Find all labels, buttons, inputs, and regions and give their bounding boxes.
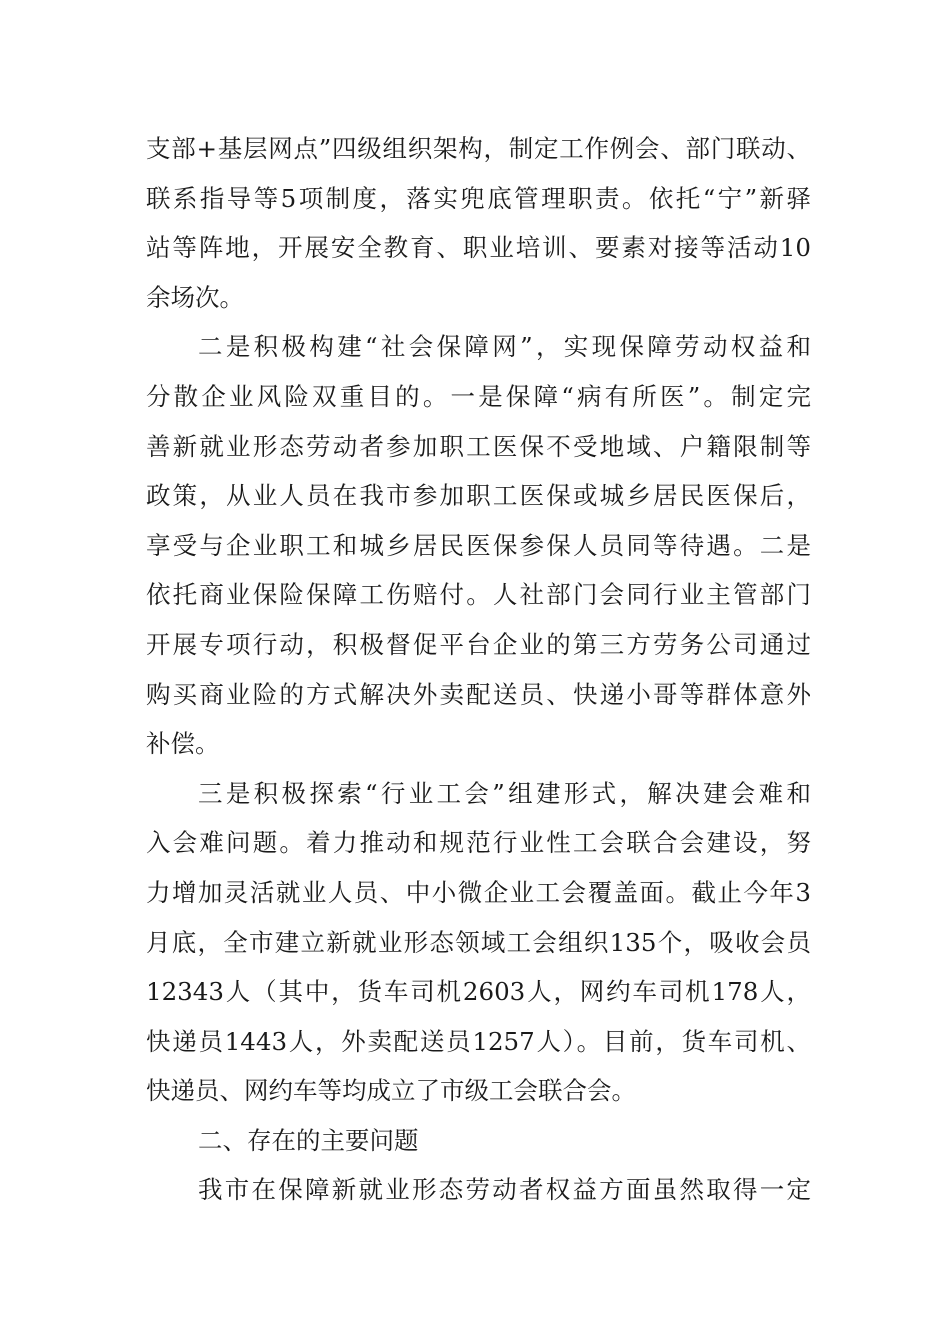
document-body	[146, 124, 811, 1215]
text-line-5: 二是积极构建“社会保障网”，实现保障劳动权益和	[198, 332, 811, 362]
text-line-17: 月底，全市建立新就业形态领域工会组织135个，吸收会员	[146, 927, 811, 957]
text-line-11: 开展专项行动，积极督促平台企业的第三方劳务公司通过	[146, 629, 811, 659]
text-line-3: 站等阵地，开展安全教育、职业培训、要素对接等活动10	[146, 233, 811, 263]
text-line-13: 补偿。	[146, 729, 220, 759]
text-line-15: 入会难问题。着力推动和规范行业性工会联合会建设，努	[146, 828, 811, 858]
text-line-2: 联系指导等5项制度，落实兜底管理职责。依托“宁”新驿	[146, 183, 811, 213]
text-line-20: 快递员、网约车等均成立了市级工会联合会。	[146, 1076, 636, 1106]
text-line-14: 三是积极探索“行业工会”组建形式，解决建会难和	[198, 778, 811, 808]
text-line-12: 购买商业险的方式解决外卖配送员、快递小哥等群体意外	[146, 679, 811, 709]
text-line-16: 力增加灵活就业人员、中小微企业工会覆盖面。截止今年3	[146, 877, 811, 907]
text-line-19: 快递员1443人，外卖配送员1257人）。目前，货车司机、	[146, 1026, 811, 1056]
text-line-6: 分散企业风险双重目的。一是保障“病有所医”。制定完	[146, 381, 811, 411]
section-heading: 二、存在的主要问题	[198, 1125, 419, 1155]
text-line-1: 支部+基层网点”四级组织架构，制定工作例会、部门联动、	[146, 134, 811, 163]
text-line-4: 余场次。	[146, 282, 244, 312]
text-line-18: 12343人（其中，货车司机2603人，网约车司机178人，	[146, 977, 811, 1007]
text-line-8: 政策，从业人员在我市参加职工医保或城乡居民医保后，	[146, 481, 811, 511]
text-line-10: 依托商业保险保障工伤赔付。人社部门会同行业主管部门	[146, 580, 811, 610]
text-line-22: 我市在保障新就业形态劳动者权益方面虽然取得一定	[198, 1175, 811, 1205]
text-line-9: 享受与企业职工和城乡居民医保参保人员同等待遇。二是	[146, 530, 811, 560]
text-line-7: 善新就业形态劳动者参加职工医保不受地域、户籍限制等	[146, 431, 811, 461]
